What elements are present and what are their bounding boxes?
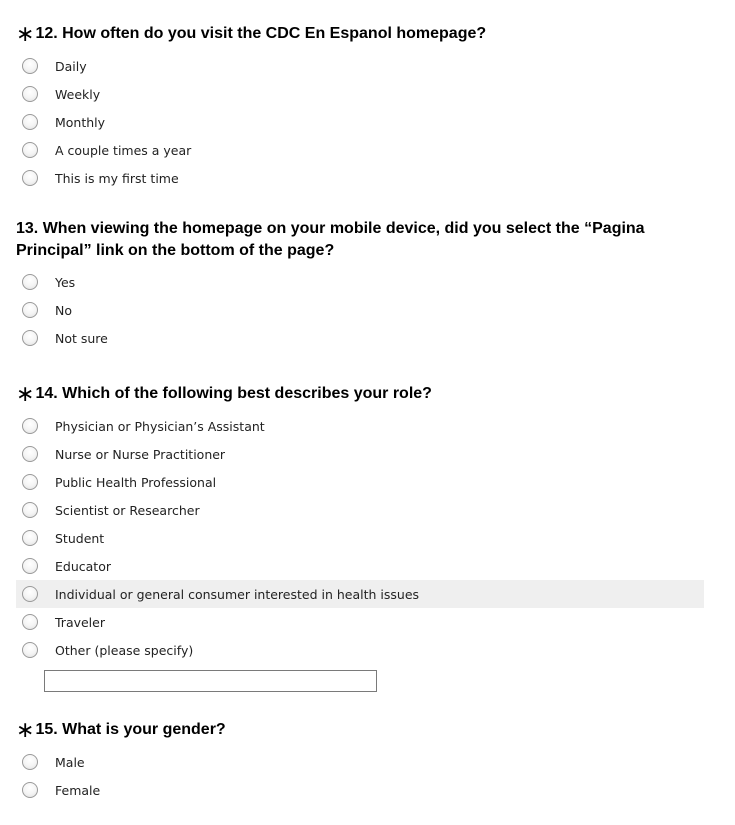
option-not-sure[interactable]: [16, 324, 704, 352]
option-label: Weekly: [55, 86, 101, 102]
option-female[interactable]: [16, 776, 704, 804]
option-label: Physician or Physician’s Assistant: [55, 418, 265, 434]
radio-button[interactable]: [22, 586, 38, 602]
question-15: [16, 716, 716, 804]
radio-button[interactable]: [22, 558, 38, 574]
radio-button[interactable]: [22, 782, 38, 798]
radio-button[interactable]: [22, 58, 38, 74]
option-label: Yes: [55, 274, 76, 290]
option-label: No: [55, 302, 72, 318]
option-label: Female: [55, 782, 101, 798]
option-label: Other (please specify): [55, 642, 194, 658]
required-asterisk-icon: ∗: [16, 717, 35, 742]
option-list: [16, 748, 716, 804]
radio-button[interactable]: [22, 114, 38, 130]
radio-button[interactable]: [22, 754, 38, 770]
option-label: Educator: [55, 558, 111, 574]
option-label: Not sure: [55, 330, 108, 346]
option-other[interactable]: [16, 636, 704, 664]
option-individual-consumer[interactable]: [16, 580, 704, 608]
option-list: [16, 52, 716, 192]
option-student[interactable]: [16, 524, 704, 552]
option-daily[interactable]: [16, 52, 704, 80]
option-physician[interactable]: [16, 412, 704, 440]
option-label: Daily: [55, 58, 87, 74]
required-asterisk-icon: ∗: [16, 381, 35, 406]
option-weekly[interactable]: [16, 80, 704, 108]
radio-button[interactable]: [22, 142, 38, 158]
question-13: [16, 218, 716, 352]
option-first-time[interactable]: [16, 164, 704, 192]
option-label: Student: [55, 530, 105, 546]
radio-button[interactable]: [22, 330, 38, 346]
option-label: Traveler: [55, 614, 105, 630]
option-yes[interactable]: [16, 268, 704, 296]
radio-button[interactable]: [22, 418, 38, 434]
other-specify-input[interactable]: [44, 670, 377, 692]
radio-button[interactable]: [22, 474, 38, 490]
radio-button[interactable]: [22, 642, 38, 658]
required-asterisk-icon: ∗: [16, 21, 35, 46]
option-nurse[interactable]: [16, 440, 704, 468]
question-title: [16, 218, 716, 262]
option-male[interactable]: [16, 748, 704, 776]
option-label: Public Health Professional: [55, 474, 217, 490]
option-label: Male: [55, 754, 85, 770]
option-public-health[interactable]: [16, 468, 704, 496]
option-no[interactable]: [16, 296, 704, 324]
option-list: [16, 268, 716, 352]
question-text-line1: 13. When viewing the homepage on your mobile device, did you select the “Pagina: [16, 220, 645, 237]
radio-button[interactable]: [22, 274, 38, 290]
option-traveler[interactable]: [16, 608, 704, 636]
radio-button[interactable]: [22, 446, 38, 462]
option-label: This is my first time: [55, 170, 179, 186]
option-label: Scientist or Researcher: [55, 502, 200, 518]
option-label: Individual or general consumer interested in health issues: [55, 586, 420, 602]
question-title: [16, 380, 716, 405]
option-scientist[interactable]: [16, 496, 704, 524]
radio-button[interactable]: [22, 86, 38, 102]
question-text: 12. How often do you visit the CDC En Espanol homepage?: [35, 25, 487, 42]
option-monthly[interactable]: [16, 108, 704, 136]
question-12: [16, 20, 716, 192]
option-label: Nurse or Nurse Practitioner: [55, 446, 226, 462]
option-educator[interactable]: [16, 552, 704, 580]
question-title: [16, 716, 716, 741]
question-text: 14. Which of the following best describes your role?: [35, 385, 432, 402]
question-text: 15. What is your gender?: [35, 721, 226, 738]
question-text-line2: Principal” link on the bottom of the page?: [16, 242, 335, 259]
question-title: [16, 20, 716, 45]
option-label: A couple times a year: [55, 142, 192, 158]
radio-button[interactable]: [22, 530, 38, 546]
radio-button[interactable]: [22, 502, 38, 518]
question-14: [16, 380, 716, 692]
option-couple-times-a-year[interactable]: [16, 136, 704, 164]
radio-button[interactable]: [22, 302, 38, 318]
radio-button[interactable]: [22, 170, 38, 186]
option-list: [16, 412, 716, 664]
radio-button[interactable]: [22, 614, 38, 630]
option-label: Monthly: [55, 114, 106, 130]
